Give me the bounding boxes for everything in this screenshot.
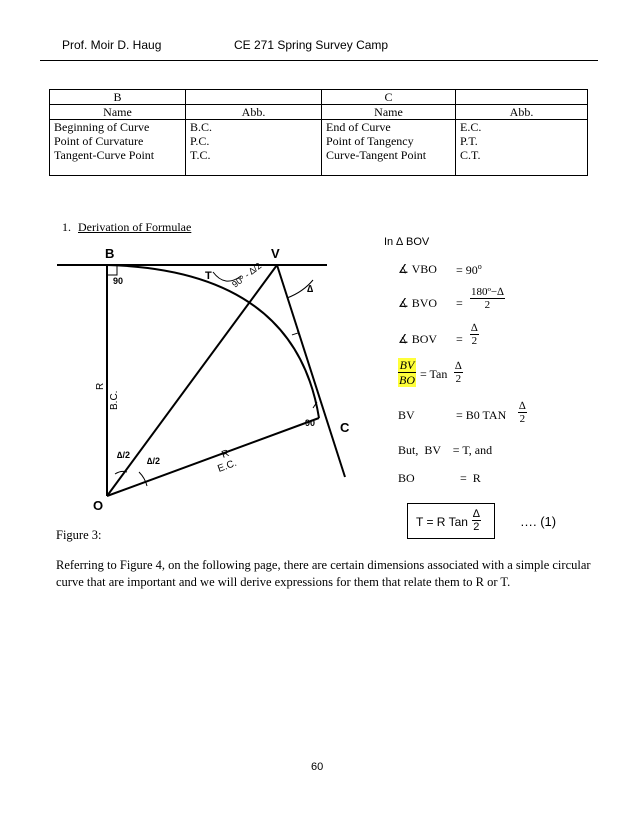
curve-figure — [55, 240, 355, 510]
derivation-line-2 — [398, 286, 548, 316]
table-cell-abb-c — [456, 120, 588, 176]
derivation-heading: In ∆ BOV — [384, 236, 430, 248]
result-text: T = R Tan — [416, 515, 468, 529]
label-t-right: T — [288, 329, 301, 339]
label-b: B — [105, 246, 115, 261]
equation-number: …. (1) — [520, 514, 557, 529]
table-header-name: Name — [322, 105, 456, 120]
label-v: V — [271, 246, 280, 261]
angle-symbol: ∡ — [398, 262, 409, 276]
equals-sign: = — [456, 296, 463, 310]
angle-o-half-2: ∆/2 — [147, 456, 161, 466]
angle-symbol: ∡ — [398, 332, 409, 346]
section-title: Derivation of Formulae — [78, 220, 192, 234]
angle-v-label: 90º - ∆/2 — [230, 260, 264, 290]
fraction-numerator: ∆ — [471, 322, 478, 334]
line-2-label — [398, 296, 437, 311]
result-formula-box — [407, 503, 495, 539]
label-o: O — [93, 498, 104, 510]
table-cell-names-b — [50, 120, 186, 176]
table-cell-abb-b — [186, 120, 322, 176]
fraction-numerator: BV — [399, 358, 415, 372]
derivation-line-3 — [398, 322, 548, 352]
label-ec: E.C. — [216, 457, 239, 475]
fraction-numerator: ∆ — [473, 508, 480, 520]
fraction-denominator: BO — [399, 373, 415, 387]
table-cell: Curve-Tangent Point — [326, 148, 427, 162]
angle-o-half-1: ∆/2 — [117, 450, 131, 460]
derivation-line-4 — [398, 358, 548, 392]
label-r-bottom: R — [220, 448, 231, 461]
body-paragraph: Referring to Figure 4, on the following page, there are certain dimensions associated with a simple circular curve that are important and we will derive expressions for them that relate them to R or T. — [56, 558, 591, 589]
highlighted-fraction — [398, 358, 416, 387]
derivation-line-5 — [398, 400, 548, 430]
angle-c-90: 90 — [305, 418, 316, 428]
fraction-denominator: 2 — [473, 521, 480, 533]
table-cell: End of Curve — [326, 120, 391, 134]
table-group-b: B — [50, 90, 186, 105]
table-body-row — [50, 120, 588, 176]
table-header-name: Name — [50, 105, 186, 120]
derivation-value: = R — [460, 471, 481, 485]
equals-sign: = — [456, 332, 463, 346]
tan-text: = Tan — [420, 367, 448, 381]
angle-delta: ∆ — [307, 284, 314, 295]
radius-line-oc — [107, 418, 319, 496]
fraction — [518, 400, 527, 425]
curve-points-table — [49, 89, 588, 176]
table-header-abb: Abb. — [456, 105, 588, 120]
derivation-line-6: But, BV = T, and — [398, 443, 493, 457]
table-group-c: C — [322, 90, 456, 105]
derivation-label: BO — [398, 471, 415, 485]
page-number: 60 — [311, 761, 324, 773]
table-cell-names-c — [322, 120, 456, 176]
table-cell: C.T. — [460, 148, 481, 162]
section-number: 1. — [62, 220, 71, 234]
derivation-label: BOV — [411, 332, 438, 346]
fraction — [470, 286, 505, 311]
table-header-row — [50, 105, 588, 120]
derivation-line-1 — [398, 262, 482, 277]
label-t-top: T — [205, 270, 212, 282]
derivation-label: BVO — [411, 296, 438, 310]
header-author: Prof. Moir D. Haug — [62, 38, 162, 52]
label-bc: B.C. — [109, 390, 120, 410]
line-3-label — [398, 332, 437, 347]
degree-mark: o — [477, 262, 482, 271]
table-header-abb: Abb. — [186, 105, 322, 120]
fraction-numerator: ∆ — [455, 360, 462, 372]
line-ov — [107, 265, 277, 496]
angle-b-90: 90 — [113, 276, 124, 286]
circular-curve — [107, 265, 319, 418]
fraction — [470, 322, 479, 347]
table-group-row — [50, 90, 588, 105]
table-cell: T.C. — [190, 148, 211, 162]
table-cell: E.C. — [460, 120, 482, 134]
fraction-numerator: ∆ — [519, 400, 526, 412]
derivation-line-7 — [398, 471, 548, 486]
fraction-denominator: 2 — [519, 413, 526, 425]
figure-caption: Figure 3: — [56, 528, 102, 542]
angle-symbol: ∡ — [398, 296, 409, 310]
derivation-label: BV — [398, 408, 415, 422]
table-group-empty — [456, 90, 588, 105]
table-cell: Beginning of Curve — [54, 120, 150, 134]
derivation-value — [456, 262, 482, 278]
tangent-line-vc — [277, 265, 345, 477]
fraction-denominator: 2 — [484, 299, 491, 311]
fraction-numerator: 180º−∆ — [471, 286, 504, 298]
table-cell: P.C. — [190, 134, 210, 148]
table-cell: B.C. — [190, 120, 213, 134]
value-text: = 90 — [456, 263, 478, 277]
tan-text: = B0 TAN — [456, 408, 507, 422]
label-r-left: R — [95, 382, 106, 390]
header-rule — [40, 60, 598, 61]
result-fraction — [472, 508, 481, 533]
label-c: C — [340, 420, 350, 435]
table-cell: Point of Tangency — [326, 134, 414, 148]
table-cell: Tangent-Curve Point — [54, 148, 155, 162]
header-course: CE 271 Spring Survey Camp — [234, 38, 389, 52]
table-cell: P.T. — [460, 134, 478, 148]
derivation-label: VBO — [411, 262, 437, 276]
fraction-denominator: 2 — [455, 373, 462, 385]
section-heading — [62, 220, 191, 235]
table-cell: Point of Curvature — [54, 134, 144, 148]
table-group-empty — [186, 90, 322, 105]
fraction — [454, 360, 463, 385]
right-angle-b — [107, 265, 117, 275]
fraction-denominator: 2 — [471, 335, 478, 347]
